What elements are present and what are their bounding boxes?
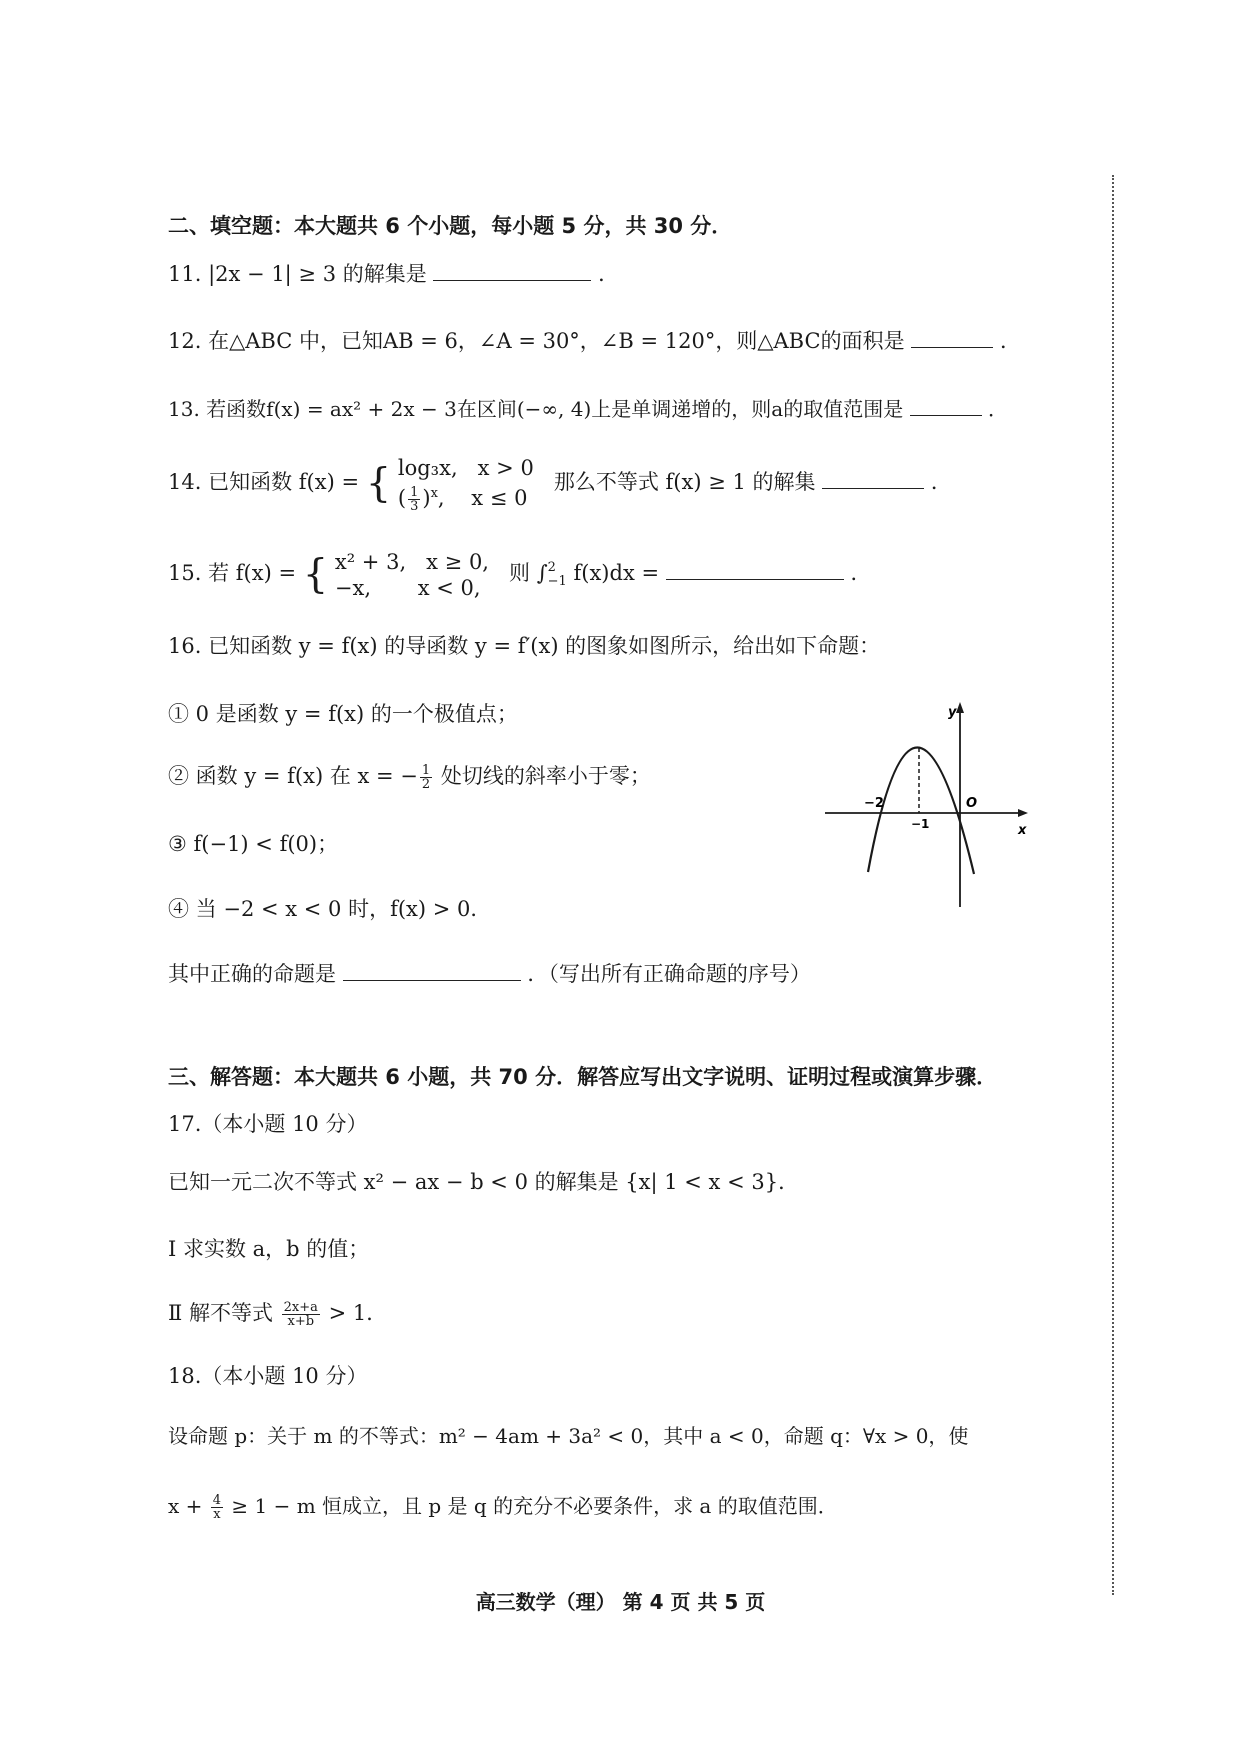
q12-text: 在△ABC 中，已知AB = 6，∠A = 30°，∠B = 120°，则△ABC的面积是	[208, 329, 905, 353]
q11-number: 11.	[168, 262, 202, 286]
q18-line1: 设命题 p：关于 m 的不等式：m² − 4am + 3a² < 0，其中 a < 0，命题 q：∀x > 0，使	[168, 1424, 969, 1448]
q14-answer-blank[interactable]	[822, 468, 924, 489]
q15-post: 则 ∫	[509, 561, 548, 585]
graph-y-arrow	[956, 702, 964, 713]
q15-case1-expr: x² + 3,	[334, 549, 407, 574]
q11-end: ．	[598, 262, 620, 286]
q16-proposition-4: ④ 当 −2 < x < 0 时，f(x) > 0．	[168, 897, 492, 921]
graph-label-neg1: −1	[911, 817, 930, 831]
q16-proposition-2: ② 函数 y = f(x) 在 x = − $\frac{1}{2}$ 处切线的斜率小于零；	[168, 763, 651, 792]
derivative-graph	[820, 702, 1040, 912]
graph-x-label: x	[1018, 823, 1027, 838]
q14-end: ．	[930, 470, 952, 494]
q16-number: 16.	[168, 634, 202, 658]
q15-case1-cond: x ≥ 0,	[426, 549, 489, 574]
question-15	[168, 545, 871, 603]
q18-fraction: $\frac{4}{x}$	[212, 1493, 222, 1522]
section2-heading: 二、填空题：本大题共 6 个小题，每小题 5 分，共 30 分．	[168, 214, 733, 238]
q12-end: ．	[999, 329, 1021, 353]
q11-answer-blank[interactable]	[433, 260, 591, 281]
q14-post: 那么不等式 f(x) ≥ 1 的解集	[553, 470, 816, 494]
q15-answer-blank[interactable]	[666, 559, 844, 580]
q16-answer-blank[interactable]	[343, 960, 521, 981]
q17-part2: Ⅱ 解不等式 $\frac{2x+a}{x+b}$ > 1．	[168, 1300, 388, 1329]
q14-brace: {	[365, 460, 392, 507]
q13-answer-blank[interactable]	[910, 395, 982, 416]
q15-number: 15.	[168, 561, 202, 585]
q15-brace: {	[302, 551, 329, 598]
q16-text: 已知函数 y = f(x) 的导函数 y = f′(x) 的图象如图所示，给出如下命题：	[208, 634, 881, 658]
question-13	[168, 395, 1008, 423]
q11-text: |2x − 1| ≥ 3 的解集是	[208, 262, 427, 286]
section3-heading: 三、解答题：本大题共 6 小题，共 70 分．解答应写出文字说明、证明过程或演算步骤．	[168, 1065, 998, 1089]
question-12	[168, 327, 1021, 355]
q15-cases	[335, 549, 489, 601]
question-11	[168, 260, 619, 288]
question-16	[168, 632, 880, 660]
q18-line2: x + $\frac{4}{x}$ ≥ 1 − m 恒成立，且 p 是 q 的充分不必要条件，求 a 的取值范围．	[168, 1493, 838, 1522]
q15-integrand: f(x)dx =	[573, 561, 660, 585]
graph-label-origin: O	[966, 796, 978, 811]
q17-stem: 已知一元二次不等式 x² − ax − b < 0 的解集是 {x| 1 < x < 3}．	[168, 1170, 800, 1194]
q15-case2-cond: x < 0,	[417, 575, 481, 600]
q14-cases: log₃x, x > 0 ( $\frac{1}{3}$ )$^x$, x ≤ 0	[397, 455, 534, 514]
q17-title: 17.（本小题 10 分）	[168, 1112, 368, 1136]
q17-part1: Ⅰ 求实数 a，b 的值；	[168, 1237, 370, 1261]
q16-proposition-3: ③ f(−1) < f(0)；	[168, 832, 339, 856]
q14-case2-expr: ,	[437, 485, 445, 510]
page-footer: 高三数学（理） 第 4 页 共 5 页	[475, 1590, 766, 1614]
binding-dotted-line	[1112, 175, 1114, 1595]
graph-y-label: y	[948, 705, 957, 720]
q13-number: 13.	[168, 397, 200, 421]
q14-number: 14.	[168, 470, 202, 494]
q16-answer-line: 其中正确的命题是 ．（写出所有正确命题的序号）	[168, 962, 811, 986]
q13-text: 若函数f(x) = ax² + 2x − 3在区间(−∞, 4)上是单调递增的，则a的取值范围是	[206, 397, 904, 421]
question-14	[168, 452, 952, 514]
q15-case2-expr: −x,	[334, 575, 371, 600]
q17-fraction: $\frac{2x+a}{x+b}$	[283, 1300, 318, 1329]
graph-label-neg2: −2	[864, 796, 884, 811]
q14-case1-expr: log₃x,	[397, 455, 458, 480]
q14-case2-cond: x ≤ 0	[471, 485, 528, 510]
q14-exponent: x	[430, 485, 438, 501]
q13-end: ．	[987, 397, 1008, 421]
q18-title: 18.（本小题 10 分）	[168, 1364, 368, 1388]
q14-pre: 已知函数 f(x) =	[208, 470, 360, 494]
q16-p2-fraction: $\frac{1}{2}$	[421, 763, 431, 792]
graph-x-arrow	[1018, 809, 1028, 817]
q15-end: ．	[850, 561, 872, 585]
q16-proposition-1: ① 0 是函数 y = f(x) 的一个极值点；	[168, 702, 518, 726]
q12-answer-blank[interactable]	[911, 327, 993, 348]
q14-base-fraction: $\frac{1}{3}$	[410, 484, 419, 514]
q14-case1-cond: x > 0	[477, 455, 534, 480]
q15-pre: 若 f(x) =	[208, 561, 297, 585]
q15-limits: 2 −1	[547, 559, 567, 589]
q12-number: 12.	[168, 329, 202, 353]
